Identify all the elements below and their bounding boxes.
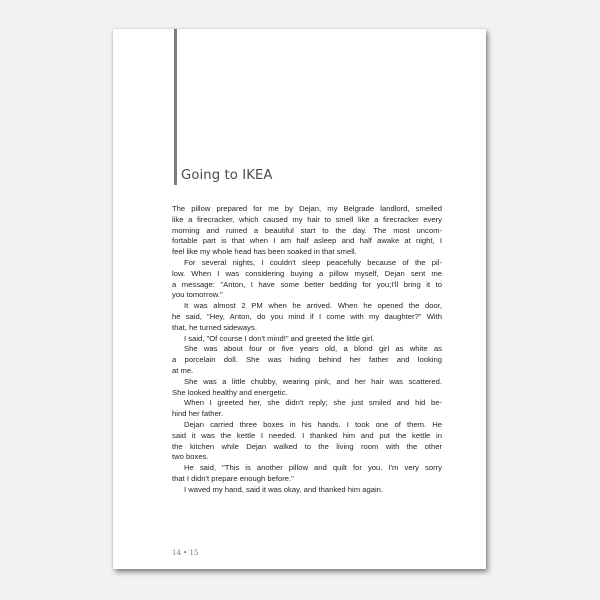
body-text-line: you tomorrow.": [172, 290, 223, 300]
page-number: 14 • 15: [172, 549, 199, 557]
body-text-line: She looked healthy and energetic.: [172, 387, 288, 397]
chapter-title-rule: [174, 29, 177, 185]
body-text-line: like a firecracker, which caused my hair to smell like a firecracker every: [172, 214, 442, 224]
body-text-line: at me.: [172, 365, 194, 375]
chapter-title: Going to IKEA: [181, 168, 273, 183]
body-text-line: For several nights, I couldn't sleep peacefully because of the pil-: [184, 257, 442, 267]
body-text-line: that I didn't prepare enough before.": [172, 473, 294, 483]
body-text-line: When I greeted her, she didn't reply; she just smiled and hid be-: [184, 398, 442, 408]
book-page: [113, 29, 486, 569]
body-text-line: a message: "Anton, I have some better bedding for you;I'll bring it to: [172, 279, 442, 289]
body-text-line: morning and ruined a beautiful start to the day. The most uncom-: [172, 225, 442, 235]
body-text-line: he said, "Hey, Anton, do you mind if I come with my daughter?" With: [172, 311, 442, 321]
body-text-line: low. When I was considering buying a pillow myself, Dejan sent me: [172, 268, 442, 278]
body-text-line: fortable part is that when I am half asleep and half awake at night, I: [172, 236, 442, 246]
body-text-line: I waved my hand, said it was okay, and thanked him again.: [184, 484, 384, 494]
body-text-line: the kitchen while Dejan walked to the living room with the other: [172, 441, 442, 451]
body-text-line: a porcelain doll. She was hiding behind her father and looking: [172, 355, 443, 365]
body-text-line: that, he turned sideways.: [172, 322, 257, 332]
body-text-line: She was about four or five years old, a blond girl as white as: [184, 344, 442, 354]
body-text-line: feel like my whole head has been soaked in that smell.: [172, 247, 357, 257]
body-text-line: I said, "Of course I don't mind!" and greeted the little girl.: [184, 333, 375, 343]
body-text-line: She was a little chubby, wearing pink, and her hair was scattered.: [184, 376, 442, 386]
body-text-line: The pillow prepared for me by Dejan, my Belgrade landlord, smelled: [172, 204, 442, 213]
body-text-line: hind her father.: [172, 409, 223, 419]
body-text-line: It was almost 2 PM when he arrived. When he opened the door,: [184, 301, 442, 311]
body-text-line: He said, "This is another pillow and quilt for you. I'm very sorry: [184, 463, 442, 473]
body-text-line: said it was the kettle I needed. I thanked him and put the kettle in: [172, 430, 442, 440]
chapter-body-text: [172, 204, 442, 496]
body-text-line: two boxes.: [172, 452, 209, 462]
body-text-line: Dejan carried three boxes in his hands. I took one of them. He: [184, 419, 443, 429]
